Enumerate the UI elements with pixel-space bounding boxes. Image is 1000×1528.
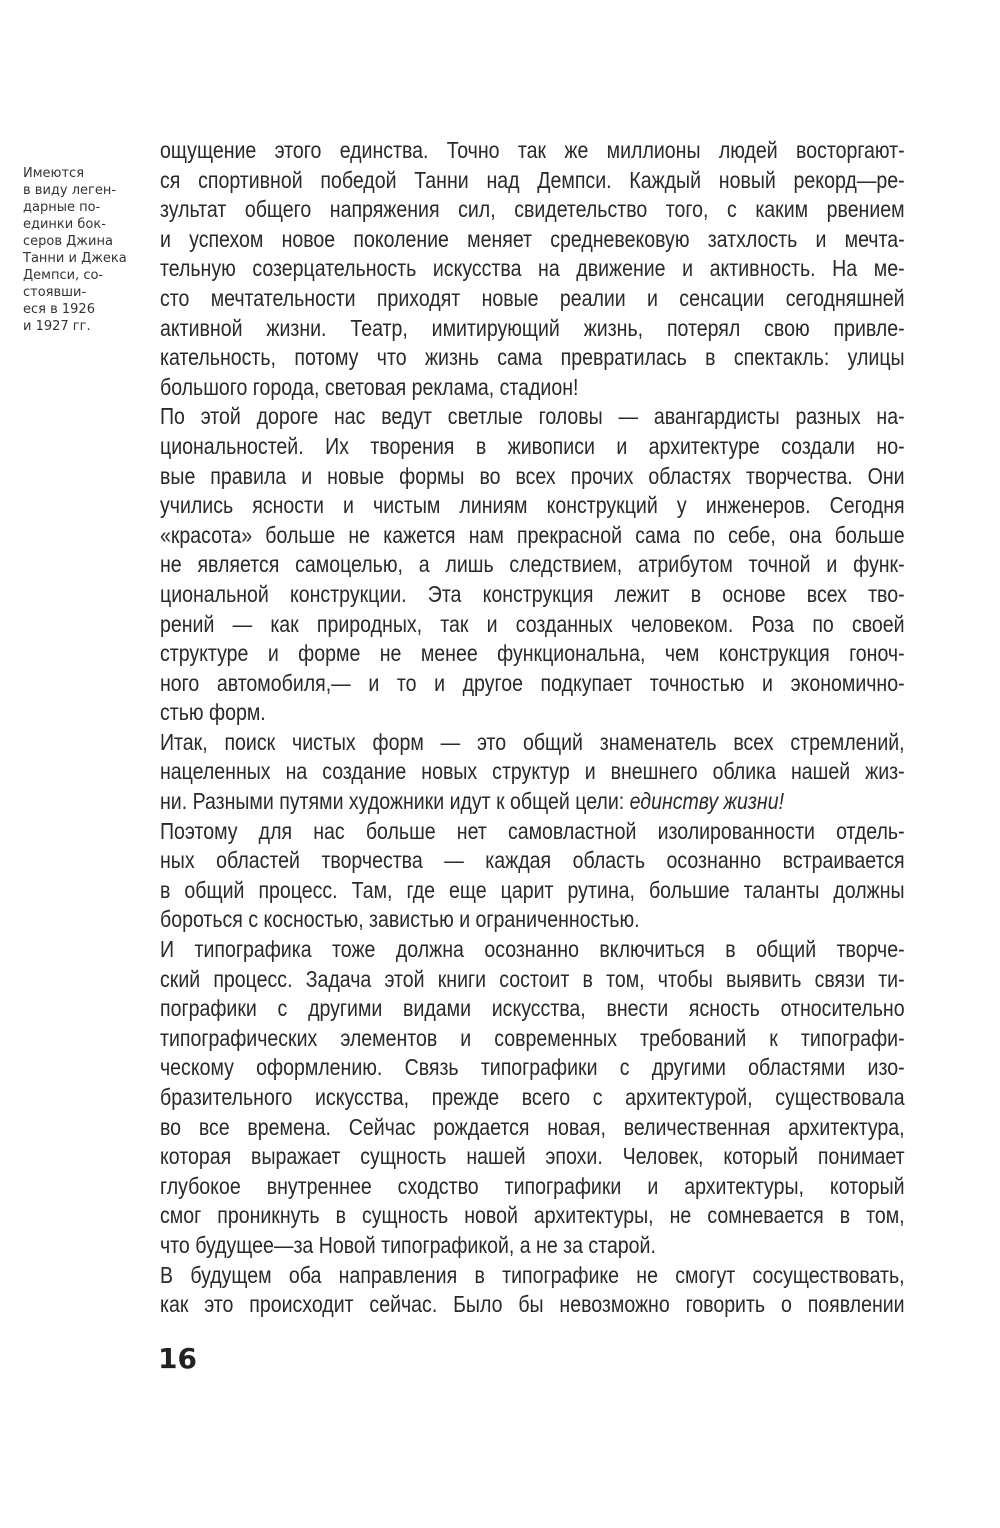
text-line [160,698,905,728]
text-line [160,1083,905,1113]
text-line [160,817,905,847]
text-line [160,1261,905,1291]
sidenote-line: Демпси, со- [23,268,104,283]
text-line [160,994,905,1024]
text-run: циональной конструкции. Эта конструкция лежит в основе всех тво- [160,580,905,607]
text-run: смог проникнуть в сущность новой архитектуры, не сомневается в том, [160,1202,905,1229]
sidenote-line: серов Джина [23,234,113,249]
text-line [160,402,905,432]
text-line [160,1290,905,1320]
text-line [160,491,905,521]
text-run: и успехом новое поколение меняет средневековую затхлость и мечта- [160,225,905,252]
text-line [160,757,905,787]
page-number: 16 [158,1342,197,1375]
text-line [160,136,905,166]
text-line [160,195,905,225]
text-run: глубокое внутреннее сходство типографики и архитектуры, который [160,1172,905,1199]
sidenote-line: в виду леген- [23,183,117,198]
text-run: По этой дороге нас ведут светлые головы — авангардисты разных на- [160,403,905,430]
text-run: типографических элементов и современных требований к типографи- [160,1024,905,1051]
text-run: Поэтому для нас больше нет самовластной изолированности отдель- [160,817,905,844]
text-run: ни. Разными путями художники идут к общей цели: [160,788,630,815]
text-run: вые правила и новые формы во всех прочих областях творчества. Они [160,462,905,489]
text-run: сто мечтательности приходят новые реалии и сенсации сегодняшней [160,284,905,311]
text-run: большого города, световая реклама, стадион! [160,373,579,400]
text-line [160,462,905,492]
text-run: учились ясности и чистым линиям конструкций у инженеров. Сегодня [160,492,905,519]
text-line [160,1201,905,1231]
sidenote-line: Танни и Джека [23,251,127,266]
text-run: нацеленных на создание новых структур и внешнего облика нашей жиз- [160,758,905,785]
text-line [160,1024,905,1054]
text-run: кательность, потому что жизнь сама превратилась в спектакль: улицы [160,344,905,371]
text-run: ощущение этого единства. Точно так же миллионы людей восторгают- [160,137,905,163]
text-line [160,639,905,669]
text-line [160,432,905,462]
text-run: «красота» больше не кажется нам прекрасной сама по себе, она больше [160,521,905,548]
text-run: ский процесс. Задача этой книги состоит в том, чтобы выявить связи ти- [160,965,905,992]
text-line [160,935,905,965]
sidenote-line: еся в 1926 [23,302,95,317]
sidenote-line: Имеются [23,166,85,181]
text-line [160,610,905,640]
text-run: ного автомобиля,— и то и другое подкупает точностью и экономично- [160,669,905,696]
text-run: бороться с косностью, завистью и ограниченностью. [160,906,640,933]
sidenote-line: и 1927 гг. [23,319,91,334]
text-line [160,1113,905,1143]
text-line [160,314,905,344]
text-run: Итак, поиск чистых форм — это общий знаменатель всех стремлений, [160,728,905,755]
text-run: в общий процесс. Там, где еще царит рутина, большие таланты должны [160,876,905,903]
sidenote [23,165,153,335]
text-line [160,905,905,935]
text-run: И типографика тоже должна осознанно включиться в общий творче- [160,936,905,963]
sidenote-line: единки бок- [23,217,106,232]
text-run: рений — как природных, так и созданных человеком. Роза по своей [160,610,905,637]
text-line [160,225,905,255]
text-line [160,373,905,403]
text-run: стью форм. [160,699,266,726]
text-run: которая выражает сущность нашей эпохи. Человек, который понимает [160,1143,905,1170]
text-line [160,284,905,314]
text-line [160,1053,905,1083]
text-line [160,550,905,580]
text-run: активной жизни. Театр, имитирующий жизнь, потерял свою привле- [160,314,905,341]
text-run: во все времена. Сейчас рождается новая, величественная архитектура, [160,1113,905,1140]
text-line [160,876,905,906]
text-line [160,166,905,196]
text-line [160,846,905,876]
text-line [160,580,905,610]
text-run: зультат общего напряжения сил, свидетельство того, с каким рвением [160,196,905,223]
text-line [160,787,905,817]
text-line [160,521,905,551]
text-run: циональностей. Их творения в живописи и архитектуре создали но- [160,432,905,459]
text-run: как это происходит сейчас. Было бы невозможно говорить о появлении [160,1291,905,1318]
text-run: ческому оформлению. Связь типографики с другими областями изо- [160,1054,905,1081]
text-run: бразительного искусства, прежде всего с архитектурой, существовала [160,1084,905,1110]
text-line [160,1142,905,1172]
text-run: структуре и форме не менее функциональна, чем конструкция гоноч- [160,640,905,667]
text-run: ных областей творчества — каждая область осознанно встраивается [160,847,905,874]
text-run: ся спортивной победой Танни над Демпси. Каждый новый рекорд—ре- [160,166,905,193]
text-line [160,343,905,373]
text-run: пографики с другими видами искусства, внести ясность относительно [160,995,905,1022]
text-line [160,965,905,995]
text-line [160,254,905,284]
sidenote-line: дарные по- [23,200,101,215]
text-line [160,1172,905,1202]
text-run: не является самоцелью, а лишь следствием, атрибутом точной и функ- [160,551,905,578]
italic-emphasis: единству жизни! [629,788,785,815]
text-run: В будущем оба направления в типографике не смогут сосуществовать, [160,1261,905,1288]
text-line [160,1231,905,1261]
body-text [160,136,905,1320]
text-run: тельную созерцательность искусства на движение и активность. На ме- [160,255,905,282]
text-run: что будущее—за Новой типографикой, а не за старой. [160,1231,656,1258]
text-line [160,669,905,699]
sidenote-line: стоявши- [23,285,87,300]
text-line [160,728,905,758]
